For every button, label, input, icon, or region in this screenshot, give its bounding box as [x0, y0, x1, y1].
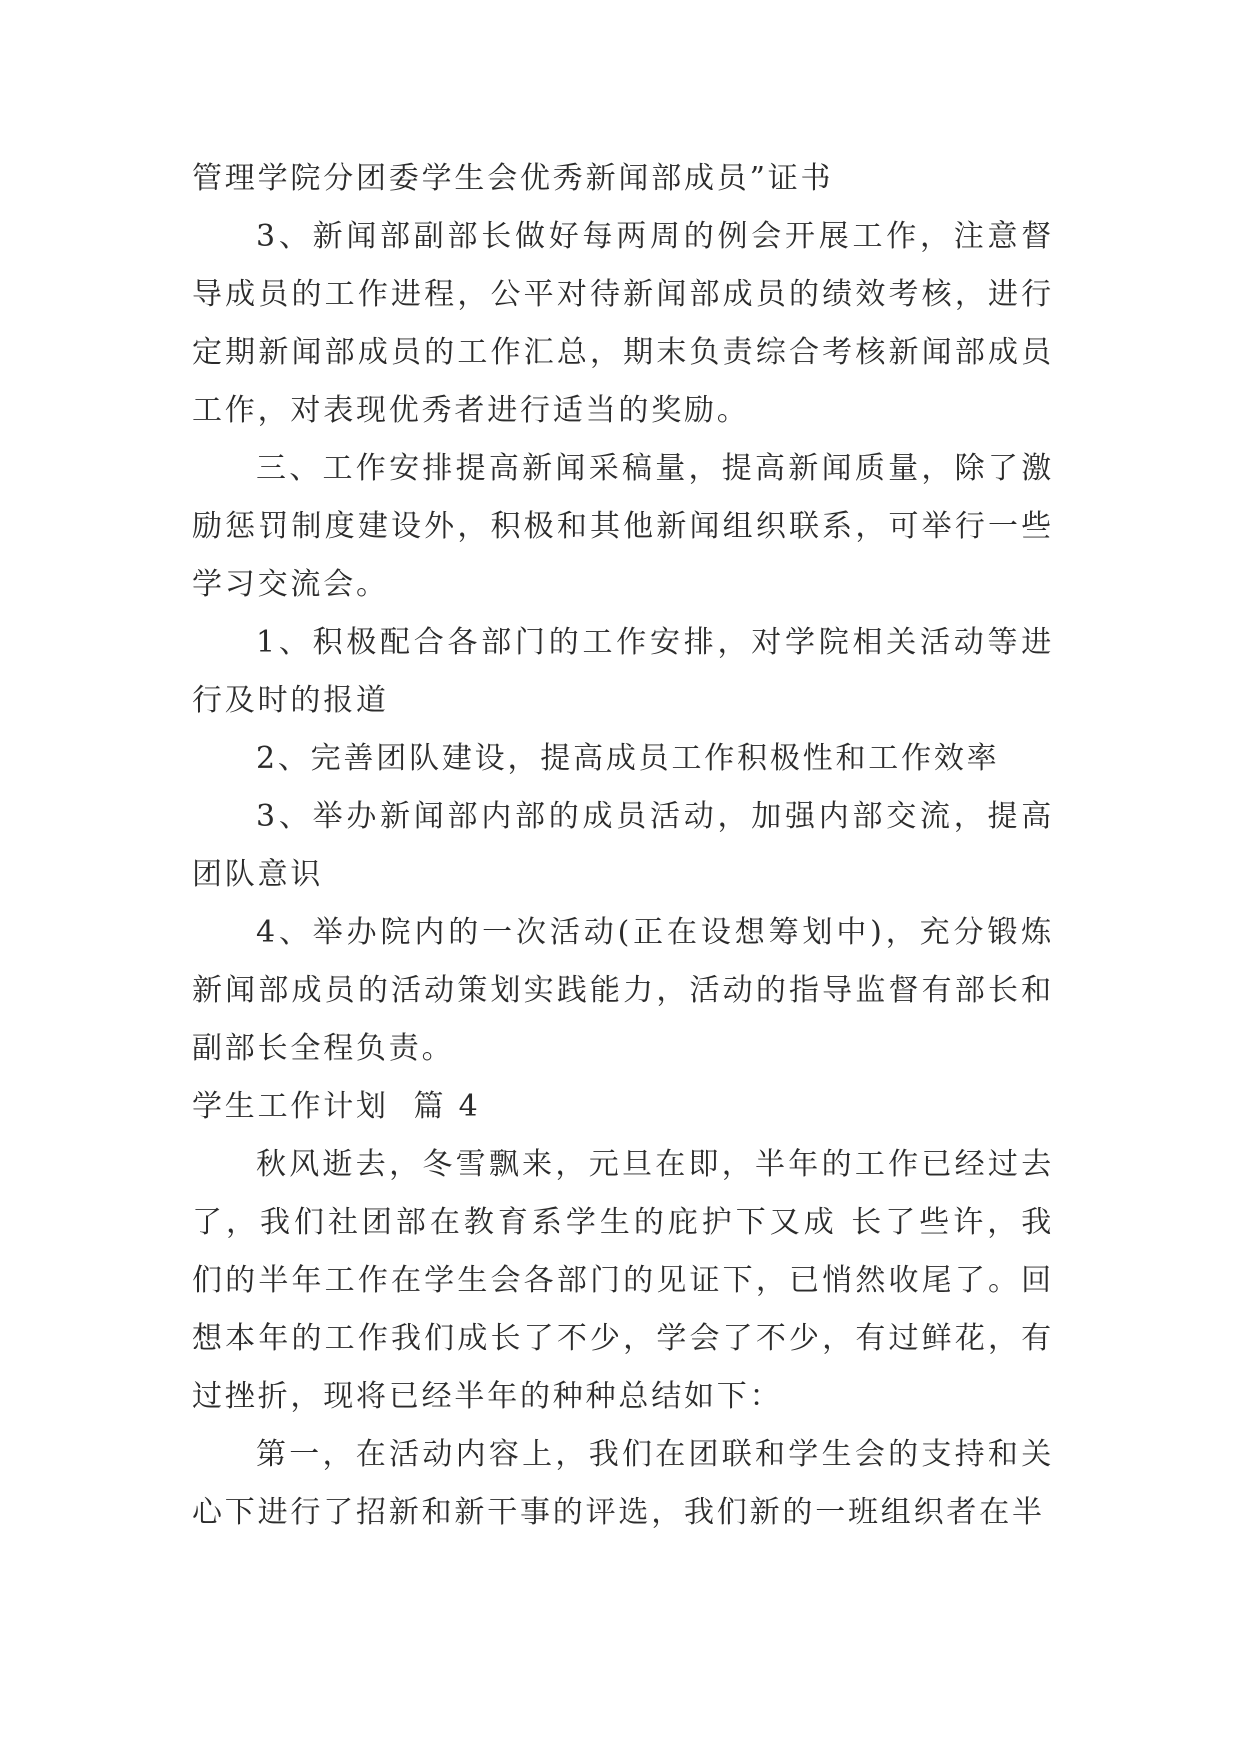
paragraph-work-arrangement: 三、工作安排提高新闻采稿量，提高新闻质量，除了激励惩罚制度建设外，积极和其他新闻组织联系，可举行一些学习交流会。: [192, 451, 1054, 602]
paragraph-first-activity-content: 第一，在活动内容上，我们在团联和学生会的支持和关心下进行了招新和新干事的评选，我们新的一班组织者在半: [192, 1437, 1054, 1530]
paragraph-item-1-cooperate: 1、积极配合各部门的工作安排，对学院相关活动等进行及时的报道: [192, 625, 1054, 718]
paragraph-autumn-summary: 秋风逝去，冬雪飘来，元旦在即，半年的工作已经过去了，我们社团部在教育系学生的庇护下又成 长了些许，我们的半年工作在学生会各部门的见证下，已悄然收尾了。回想本年的工作我们成长了不少，学会了不少，有过鲜花，有过挫折，现将已经半年的种种总结如下：: [192, 1147, 1054, 1414]
document-body: [192, 150, 1054, 1542]
paragraph-item-3-vice-minister: 3、新闻部副部长做好每两周的例会开展工作，注意督导成员的工作进程，公平对待新闻部成员的绩效考核，进行定期新闻部成员的工作汇总，期末负责综合考核新闻部成员工作，对表现优秀者进行适当的奖励。: [192, 219, 1054, 428]
paragraph-certificate-line: 管理学院分团委学生会优秀新闻部成员”证书: [192, 161, 834, 196]
paragraph-item-2-team-building: 2、完善团队建设，提高成员工作积极性和工作效率: [256, 741, 1000, 776]
paragraph-item-4-campus-activity: 4、举办院内的一次活动(正在设想筹划中)，充分锻炼新闻部成员的活动策划实践能力，活动的指导监督有部长和副部长全程负责。: [192, 915, 1054, 1066]
paragraph-item-3-internal-activity: 3、举办新闻部内部的成员活动，加强内部交流，提高团队意识: [192, 799, 1054, 892]
section-heading: 学生工作计划 篇 4: [192, 1089, 481, 1124]
